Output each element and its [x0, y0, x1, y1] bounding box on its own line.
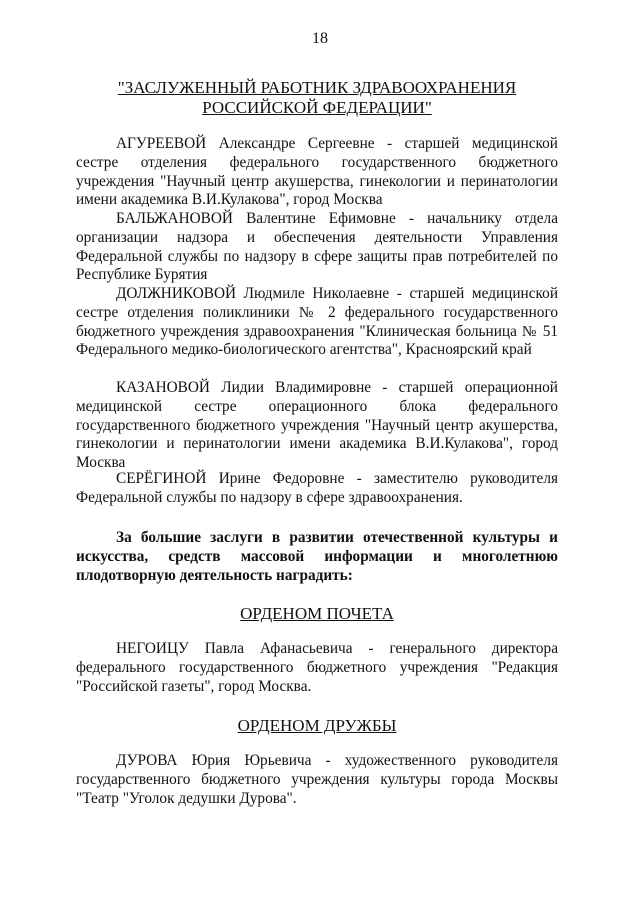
section-title-order-of-honour: ОРДЕНОМ ПОЧЕТА: [240, 604, 394, 623]
award-statement: За большие заслуги в развитии отечественной культуры и искусства, средств массовой информации и многолетнюю плодотворную деятельность наградить:: [76, 529, 558, 584]
award-entry: НЕГОИЦУ Павла Афанасьевича - генерального директора федерального государственного бюджетного учреждения "Редакция "Российской газеты", город Москва.: [76, 640, 558, 695]
award-entry: СЕРЁГИНОЙ Ирине Федоровне - заместителю руководителя Федеральной службы по надзору в сфере здравоохранения.: [76, 470, 558, 506]
section-title-honored-health-worker: [76, 78, 558, 118]
section-title-order-of-friendship: ОРДЕНОМ ДРУЖБЫ: [237, 716, 397, 735]
award-entry: КАЗАНОВОЙ Лидии Владимировне - старшей операционной медицинской сестре операционного блока федерального государственного бюджетного учреждения "Научный центр акушерства, гинекологии и перинатологии имени академика В.И.Кулакова", город Москва: [76, 379, 558, 472]
section-title-line-2: РОССИЙСКОЙ ФЕДЕРАЦИИ": [202, 98, 432, 117]
page-number: 18: [312, 30, 328, 47]
award-entry: ДУРОВА Юрия Юрьевича - художественного руководителя государственного бюджетного учреждения культуры города Москвы "Театр "Уголок дедушки Дурова".: [76, 752, 558, 807]
award-entry: ДОЛЖНИКОВОЙ Людмиле Николаевне - старшей медицинской сестре отделения поликлиники № 2 федерального государственного бюджетного учреждения здравоохранения "Клиническая больница № 51 Федерального медико-биологического агентства", Красноярский край: [76, 285, 558, 359]
award-entry: БАЛЬЖАНОВОЙ Валентине Ефимовне - начальнику отдела организации надзора и обеспечения деятельности Управления Федеральной службы по надзору в сфере защиты прав потребителей по Республике Бурятия: [76, 210, 558, 284]
award-entry: АГУРЕЕВОЙ Александре Сергеевне - старшей медицинской сестре отделения федерального государственного бюджетного учреждения "Научный центр акушерства, гинекологии и перинатологии имени академика В.И.Кулакова", город Москва: [76, 135, 558, 209]
section-title-line-1: "ЗАСЛУЖЕННЫЙ РАБОТНИК ЗДРАВООХРАНЕНИЯ: [117, 78, 517, 97]
